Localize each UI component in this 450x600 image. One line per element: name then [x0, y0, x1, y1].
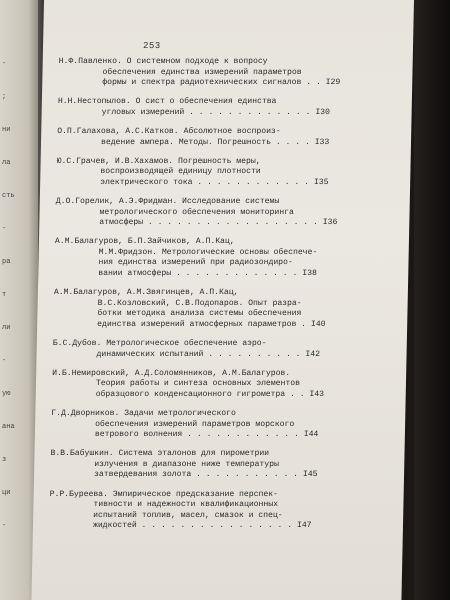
toc-entry-author-title: А.М.Балагуров, Б.П.Зайчиков, А.П.Кац, — [54, 237, 235, 247]
toc-entry — [53, 288, 384, 330]
left-page-text-fragment: ана — [2, 423, 15, 431]
toc-entry-author-title: Н.Ф.Павленко. О системном подходе к вопросу — [58, 57, 268, 66]
toc-entry — [57, 127, 387, 148]
toc-entry — [54, 237, 385, 279]
toc-entry-continuation: тивности и надежности квалификационных — [93, 500, 279, 510]
left-page-text-fragment: - — [2, 357, 7, 365]
toc-entry-continuation: ветрового волнения . . . . . . . . . . . . I44 — [94, 430, 319, 440]
left-page-text-fragment: сть — [2, 192, 15, 200]
page-number: 253 — [142, 41, 161, 51]
left-page-text-fragment: т — [2, 291, 7, 299]
toc-entry-continuation: единства измерений атмосферных параметров . I40 — [97, 319, 326, 329]
left-page-text-fragment: ни — [2, 126, 11, 134]
left-page-text-fragment: ую — [2, 390, 11, 398]
toc-entry — [56, 157, 387, 189]
toc-entry-author-title: А.М.Балагуров, А.М.Звягинцев, А.П.Кац, — [53, 288, 239, 298]
toc-entry-continuation: вании атмосферы . . . . . . . . . . . . . I38 — [98, 269, 317, 278]
toc-entry — [49, 490, 380, 532]
toc-entry-continuation: ведение ампера. Методы. Погрешность . . . . I33 — [100, 137, 330, 147]
left-page-text-fragment: з — [2, 456, 7, 464]
toc-entry-continuation: Теория работы и синтеза основных элементов — [95, 379, 301, 389]
left-page-text-fragment: ; — [2, 93, 7, 101]
toc-entry — [50, 449, 381, 481]
toc-entry-continuation: воспроизводящей единицу плотности — [100, 167, 261, 177]
toc-entry — [51, 409, 382, 441]
toc-entry-author-title: Д.О.Горелик, А.Э.Фридман. Исследование системы — [55, 196, 280, 206]
toc-entry — [52, 339, 382, 360]
toc-entry-author-title: Ю.С.Грачев, И.В.Хахамов. Погрешность меры, — [56, 156, 261, 166]
toc-entry-continuation: обеспечения измерений параметров морского — [95, 419, 295, 429]
toc-entry — [52, 369, 383, 401]
toc-entry — [58, 97, 388, 118]
toc-entry-continuation: испытаний топлив, масел, смазок и спец- — [93, 510, 283, 520]
toc-entry-continuation: ботки методика анализа системы обеспечения — [97, 309, 302, 319]
toc-entry — [55, 197, 386, 229]
toc-entry-author-title: Р.Р.Буреева. Эмпирическое предсказание перспек- — [49, 489, 279, 499]
toc-entry-continuation: затвердевания золота . . . . . . . . . . . I45 — [93, 470, 318, 480]
toc-entry-continuation: В.С.Козловский, С.В.Подопаров. Опыт разра- — [97, 298, 302, 308]
toc-entry-continuation: электрического тока . . . . . . . . . . . . I35 — [100, 177, 329, 187]
toc-entry-continuation: М.М.Фридзон. Метрологические основы обеспече- — [98, 247, 318, 257]
toc-entry-continuation: угловых измерений . . . . . . . . . . . . . I30 — [101, 107, 331, 117]
left-page-text-fragment: ли — [2, 324, 11, 332]
toc-entry-continuation: динамических испытаний . . . . . . . . . . I42 — [96, 349, 321, 359]
toc-entry-author-title: Б.С.Дубов. Метрологическое обеспечение аэро- — [52, 338, 267, 348]
toc-entry-continuation: обеспечения единства измерений параметров — [102, 67, 302, 77]
toc-entry-continuation: формы и спектра радиотехнических сигналов . . I29 — [102, 78, 341, 88]
left-page-text-fragment: ра — [2, 258, 11, 266]
left-page-text-fragment: - — [2, 60, 7, 68]
table-of-contents — [49, 57, 389, 540]
left-page-text-fragment: - — [2, 522, 7, 530]
toc-entry — [58, 57, 389, 89]
toc-entry-author-title: Н.Н.Нестопылов. О сист о обеспечения единства — [57, 97, 277, 107]
toc-entry-author-title: О.П.Галахова, А.С.Катков. Абсолютное воспроиз- — [57, 126, 281, 136]
toc-entry-continuation: атмосферы . . . . . . . . . . . . . . . . . . I36 — [99, 218, 338, 228]
toc-entry-continuation: излучения в диапазоне ниже температуры — [94, 459, 279, 469]
toc-entry-author-title: Г.Д.Дворников. Задачи метрологического — [51, 408, 237, 418]
left-page-text-fragment: ла — [2, 159, 11, 167]
book-page — [31, 0, 414, 600]
toc-entry-author-title: В.В.Бабушкин. Система эталонов для пирометрии — [50, 449, 270, 459]
left-page-text-fragment: ци — [2, 489, 11, 497]
toc-entry-continuation: метрологического обеспечения мониторинга — [99, 207, 294, 217]
toc-entry-author-title: И.Б.Немировский, А.Д.Соломянников, А.М.Балагуров. — [52, 368, 291, 378]
toc-entry-continuation: жидкостей . . . . . . . . . . . . . . . . I47 — [92, 521, 312, 531]
toc-entry-continuation: образцового конденсационного гигрометра . . I43 — [95, 389, 325, 399]
left-page-text-fragment: - — [2, 225, 7, 233]
toc-entry-continuation: ния единства измерений при радиозондиро- — [98, 258, 293, 268]
background-shadow — [414, 0, 450, 600]
